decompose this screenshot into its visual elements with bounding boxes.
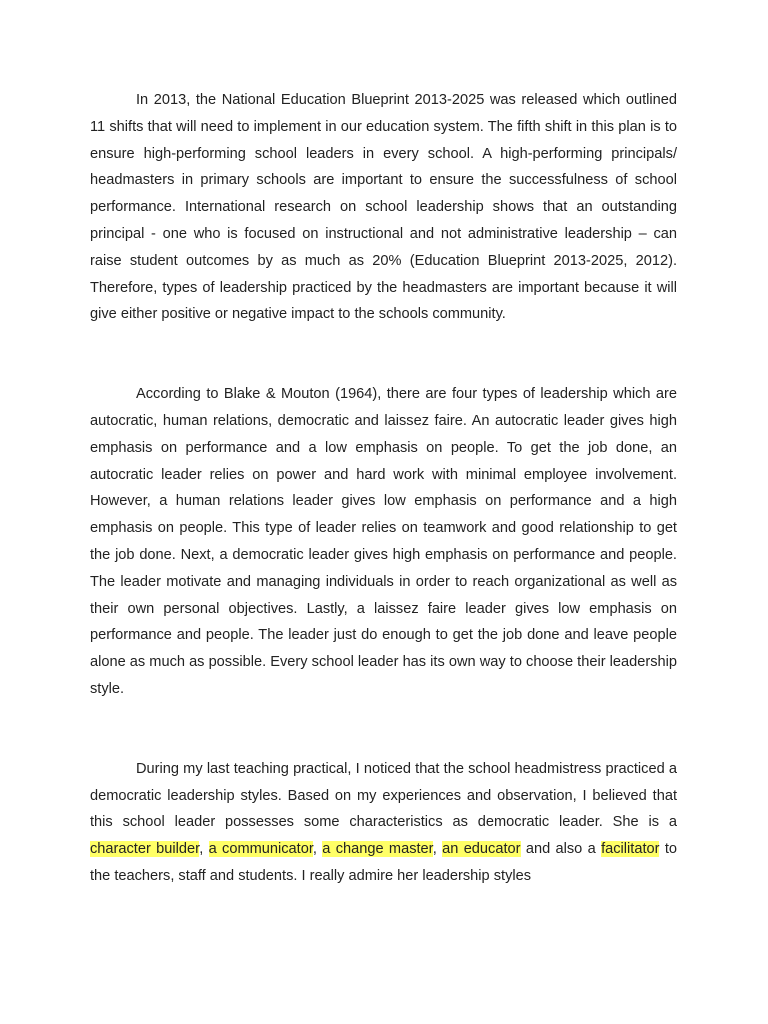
highlight-change-master: a change master bbox=[322, 841, 433, 858]
paragraph-outro-text: to the teachers, staff and students. I really admire her leadership styles bbox=[90, 841, 677, 884]
separator: , bbox=[432, 841, 443, 858]
paragraph-blueprint: In 2013, the National Education Blueprint 2013-2025 was released which outlined 11 shifts that will need to implement in our education system. The fifth shift in this plan is to ensure high-performing school leaders in every school. A high-performing principals/ headmasters in primary schools are important to ensure the successfulness of school performance. International research on school leadership shows that an outstanding principal - one who is focused on instructional and not administrative leadership – can raise student outcomes by as much as 20% (Education Blueprint 2013-2025, 2012). Therefore, types of leadership practiced by the headmasters are important because it will give either positive or negative impact to the schools community. bbox=[90, 92, 677, 323]
highlight-character-builder: character builder bbox=[90, 841, 200, 858]
highlight-communicator: a communicator bbox=[208, 841, 313, 858]
paragraph-teaching-practical bbox=[90, 756, 677, 890]
separator: and also a bbox=[520, 841, 602, 858]
highlight-educator: an educator bbox=[442, 841, 521, 858]
paragraph-leadership-types: According to Blake & Mouton (1964), there are four types of leadership which are autocratic, human relations, democratic and laissez faire. An autocratic leader gives high emphasis on performance and a low emphasis on people. To get the job done, an autocratic leader relies on power and hard work with minimal employee involvement. However, a human relations leader gives low emphasis on performance and a high emphasis on people. This type of leader relies on teamwork and good relationship to get the job done. Next, a democratic leader gives high emphasis on performance and people. The leader motivate and managing individuals in order to reach organizational as well as their own personal objectives. Lastly, a laissez faire leader gives low emphasis on performance and people. The leader just do enough to get the job done and leave people alone as much as possible. Every school leader has its own way to choose their leadership style. bbox=[90, 386, 677, 697]
separator: , bbox=[312, 841, 323, 858]
highlight-facilitator: facilitator bbox=[601, 841, 660, 858]
document-page bbox=[90, 87, 677, 890]
paragraph-intro-text: During my last teaching practical, I noticed that the school headmistress practiced a democratic leadership styles. Based on my experiences and observation, I believed that this school leader possesses some characteristics as democratic leader. She is a bbox=[90, 760, 677, 831]
separator: , bbox=[199, 841, 209, 858]
